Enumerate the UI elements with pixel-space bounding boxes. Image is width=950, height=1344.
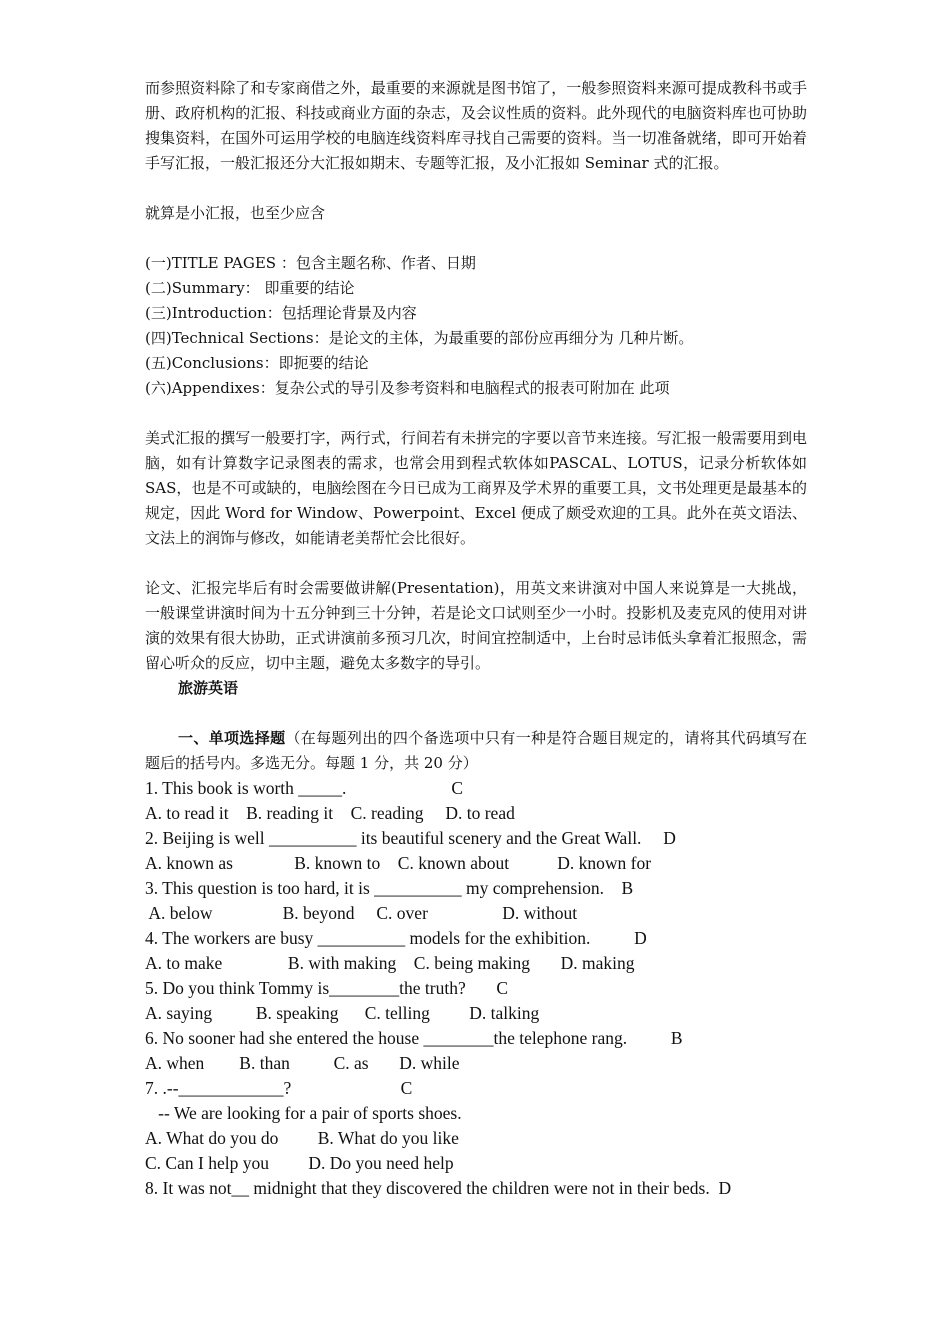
document-page bbox=[145, 76, 807, 1201]
question-line: 4. The workers are busy __________ models for the exhibition. D bbox=[145, 928, 647, 948]
answer-options: A. to read it B. reading it C. reading D. to read bbox=[145, 803, 515, 823]
list-item-summary: (二)Summary： 即重要的结论 bbox=[145, 279, 355, 297]
list-item-appendixes: (六)Appendixes：复杂公式的导引及参考资料和电脑程式的报表可附加在 此项 bbox=[145, 379, 670, 397]
answer-options: A. What do you do B. What do you like bbox=[145, 1128, 459, 1148]
answer-options: A. known as B. known to C. known about D. known for bbox=[145, 853, 652, 873]
list-item-conclusions: (五)Conclusions：即扼要的结论 bbox=[145, 354, 369, 372]
paragraph-report-writing: 美式汇报的撰写一般要打字，两行式，行间若有未拼完的字要以音节来连接。写汇报一般需要用到电脑，如有计算数字记录图表的需求，也常会用到程式软体如PASCAL、LOTUS，记录分析软体如 SAS，也是不可或缺的，电脑绘图在今日已成为工商界及学术界的重要工具，文书处理更是最基本的规定，因此 Word for Window、Powerpoint、Excel 便成了颇受欢迎的工具。此外在英文语法、文法上的润饰与修改，如能请老美帮忙会比很好。 bbox=[145, 429, 807, 547]
answer-options: C. Can I help you D. Do you need help bbox=[145, 1153, 454, 1173]
answer-options: A. to make B. with making C. being making D. making bbox=[145, 953, 635, 973]
question-line: 5. Do you think Tommy is________the truth? C bbox=[145, 978, 509, 998]
answer-options: A. when B. than C. as D. while bbox=[145, 1053, 460, 1073]
question-line: 1. This book is worth _____. C bbox=[145, 778, 464, 798]
paragraph-small-report: 就算是小汇报，也至少应含 bbox=[145, 204, 326, 222]
question-line: 7. .--____________? C bbox=[145, 1078, 413, 1098]
list-item-title-pages: (一)TITLE PAGES ：包含主题名称、作者、日期 bbox=[145, 254, 476, 272]
question-line: 3. This question is too hard, it is __________ my comprehension. B bbox=[145, 878, 634, 898]
section-title: 旅游英语 bbox=[178, 679, 239, 697]
dialogue-line: -- We are looking for a pair of sports shoes. bbox=[145, 1103, 462, 1123]
paragraph-references: 而参照资料除了和专家商借之外，最重要的来源就是图书馆了，一般参照资料来源可提成教科书或手册、政府机构的汇报、科技或商业方面的杂志，及会议性质的资料。此外现代的电脑资料库也可协助搜集资料，在国外可运用学校的电脑连线资料库寻找自己需要的资料。当一切准备就绪，即可开始着手写汇报，一般汇报还分大汇报如期末、专题等汇报，及小汇报如 Seminar 式的汇报。 bbox=[145, 79, 807, 172]
question-list bbox=[145, 776, 807, 1201]
section-heading-label: 一、单项选择题 bbox=[178, 729, 286, 747]
list-item-introduction: (三)Introduction：包括理论背景及内容 bbox=[145, 304, 417, 322]
question-line: 8. It was not__ midnight that they discovered the children were not in their beds. D bbox=[145, 1178, 732, 1198]
section-instructions: （在每题列出的四个备选项中只有一种是符合题目规定的，请将其代码填写在题后的括号内。多选无分。每题 1 分，共 20 分） bbox=[145, 729, 807, 772]
answer-options: A. below B. beyond C. over D. without bbox=[145, 903, 578, 923]
question-line: 6. No sooner had she entered the house ________the telephone rang. B bbox=[145, 1028, 683, 1048]
list-item-technical-sections: (四)Technical Sections：是论文的主体，为最重要的部份应再细分为 几种片断。 bbox=[145, 329, 694, 347]
answer-options: A. saying B. speaking C. telling D. talking bbox=[145, 1003, 540, 1023]
question-line: 2. Beijing is well __________ its beautiful scenery and the Great Wall. D bbox=[145, 828, 676, 848]
paragraph-presentation: 论文、汇报完毕后有时会需要做讲解(Presentation)，用英文来讲演对中国人来说算是一大挑战，一般课堂讲演时间为十五分钟到三十分钟，若是论文口试则至少一小时。投影机及麦克风的使用对讲演的效果有很大协助，正式讲演前多预习几次，时间宜控制适中，上台时忌讳低头拿着汇报照念，需留心听众的反应，切中主题，避免太多数字的导引。 bbox=[145, 579, 807, 672]
question-section-heading bbox=[145, 726, 807, 776]
